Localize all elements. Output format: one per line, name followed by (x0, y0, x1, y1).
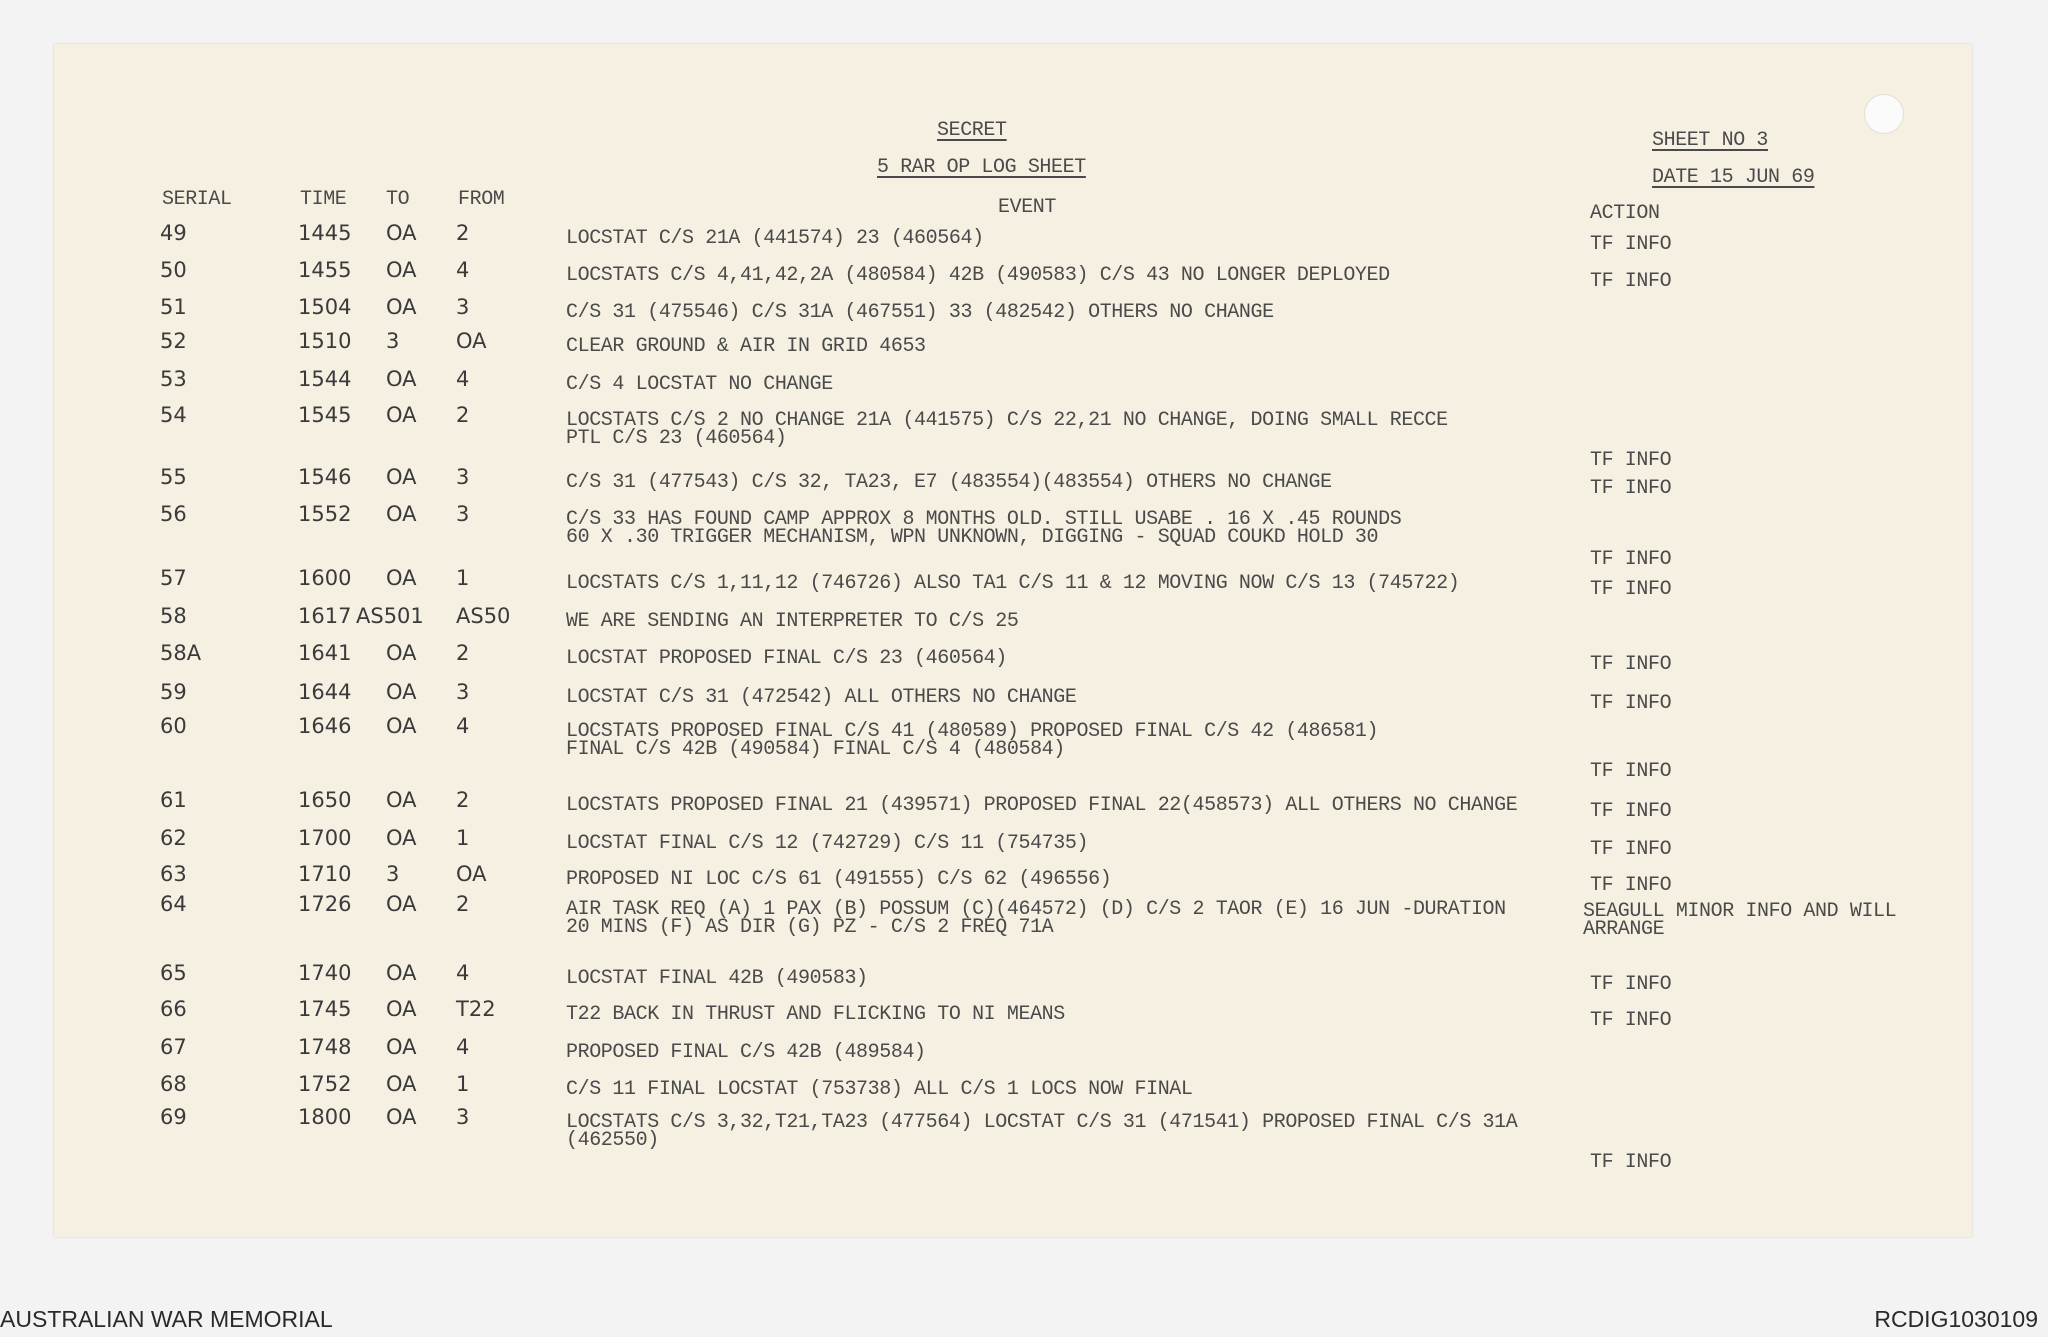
row-to: 3 (386, 862, 400, 886)
row-from: 3 (456, 295, 470, 319)
row-action: TF INFO (1590, 233, 1672, 256)
row-to: OA (386, 892, 417, 916)
row-to: OA (386, 714, 417, 738)
row-from: 2 (456, 892, 470, 916)
row-event: C/S 31 (475546) C/S 31A (467551) 33 (482542) OTHERS NO CHANGE (566, 301, 1274, 324)
row-from: 1 (456, 1072, 470, 1096)
row-event: LOCSTATS C/S 4,41,42,2A (480584) 42B (490583) C/S 43 NO LONGER DEPLOYED (566, 264, 1390, 287)
row-time: 1752 (298, 1072, 352, 1096)
row-serial: 64 (160, 892, 187, 916)
row-serial: 52 (160, 329, 187, 353)
row-to: OA (386, 1072, 417, 1096)
row-to: AS501 (356, 604, 424, 628)
column-header-action: ACTION (1590, 202, 1660, 225)
row-to: OA (386, 295, 417, 319)
row-from: 2 (456, 403, 470, 427)
column-header-event: EVENT (998, 196, 1057, 219)
row-action: TF INFO (1590, 1151, 1672, 1174)
row-time: 1748 (298, 1035, 352, 1059)
row-event: C/S 4 LOCSTAT NO CHANGE (566, 373, 833, 396)
column-header-time: TIME (300, 188, 347, 211)
row-to: OA (386, 258, 417, 282)
row-serial: 66 (160, 997, 187, 1021)
row-to: OA (386, 641, 417, 665)
row-time: 1617 (298, 604, 352, 628)
row-serial: 49 (160, 221, 187, 245)
row-from: 1 (456, 566, 470, 590)
row-time: 1510 (298, 329, 352, 353)
row-event: LOCSTAT C/S 31 (472542) ALL OTHERS NO CHANGE (566, 686, 1077, 709)
row-action: TF INFO (1590, 973, 1672, 996)
row-serial: 68 (160, 1072, 187, 1096)
row-event: C/S 11 FINAL LOCSTAT (753738) ALL C/S 1 LOCS NOW FINAL (566, 1078, 1193, 1101)
row-serial: 58 (160, 604, 187, 628)
row-action: TF INFO (1590, 477, 1672, 500)
row-action: TF INFO (1590, 449, 1672, 472)
row-serial: 50 (160, 258, 187, 282)
row-from: 3 (456, 465, 470, 489)
row-from: T22 (456, 997, 496, 1021)
row-to: OA (386, 826, 417, 850)
row-event: LOCSTAT FINAL 42B (490583) (566, 967, 868, 990)
row-from: 3 (456, 1105, 470, 1129)
row-serial: 69 (160, 1105, 187, 1129)
row-to: 3 (386, 329, 400, 353)
row-to: OA (386, 997, 417, 1021)
row-from: 4 (456, 714, 470, 738)
row-action: TF INFO (1590, 653, 1672, 676)
row-event: LOCSTATS C/S 2 NO CHANGE 21A (441575) C/S 22,21 NO CHANGE, DOING SMALL RECCE (566, 409, 1448, 432)
row-event: LOCSTATS C/S 1,11,12 (746726) ALSO TA1 C/S 11 & 12 MOVING NOW C/S 13 (745722) (566, 572, 1460, 595)
sheet-date: DATE 15 JUN 69 (1652, 166, 1815, 189)
row-time: 1600 (298, 566, 352, 590)
sheet-number: SHEET NO 3 (1652, 129, 1769, 152)
row-from: 2 (456, 641, 470, 665)
row-to: OA (386, 1035, 417, 1059)
row-to: OA (386, 788, 417, 812)
row-action: TF INFO (1590, 578, 1672, 601)
column-header-to: TO (386, 188, 410, 211)
row-event: AIR TASK REQ (A) 1 PAX (B) POSSUM (C)(464572) (D) C/S 2 TAOR (E) 16 JUN -DURATION (566, 898, 1506, 921)
row-event-continued: 20 MINS (F) AS DIR (G) PZ - C/S 2 FREQ 71A (566, 916, 1054, 939)
row-from: 2 (456, 221, 470, 245)
row-time: 1445 (298, 221, 352, 245)
row-serial: 59 (160, 680, 187, 704)
row-time: 1504 (298, 295, 352, 319)
row-time: 1546 (298, 465, 352, 489)
row-event: PROPOSED NI LOC C/S 61 (491555) C/S 62 (496556) (566, 868, 1112, 891)
row-time: 1455 (298, 258, 352, 282)
row-time: 1545 (298, 403, 352, 427)
row-event: LOCSTATS PROPOSED FINAL C/S 41 (480589) PROPOSED FINAL C/S 42 (486581) (566, 720, 1379, 743)
row-to: OA (386, 403, 417, 427)
row-event-continued: FINAL C/S 42B (490584) FINAL C/S 4 (480584) (566, 738, 1065, 761)
row-time: 1726 (298, 892, 352, 916)
row-event: C/S 31 (477543) C/S 32, TA23, E7 (483554)(483554) OTHERS NO CHANGE (566, 471, 1332, 494)
row-to: OA (386, 502, 417, 526)
row-from: OA (456, 862, 487, 886)
row-serial: 67 (160, 1035, 187, 1059)
row-serial: 57 (160, 566, 187, 590)
row-time: 1644 (298, 680, 352, 704)
row-serial: 60 (160, 714, 187, 738)
row-from: AS50 (456, 604, 511, 628)
row-event: PROPOSED FINAL C/S 42B (489584) (566, 1041, 926, 1064)
row-to: OA (386, 221, 417, 245)
row-event-continued: PTL C/S 23 (460564) (566, 427, 787, 450)
row-action: TF INFO (1590, 760, 1672, 783)
row-time: 1646 (298, 714, 352, 738)
row-serial: 62 (160, 826, 187, 850)
classification: SECRET (937, 119, 1007, 142)
row-time: 1745 (298, 997, 352, 1021)
row-event-continued: (462550) (566, 1129, 659, 1152)
row-from: 4 (456, 1035, 470, 1059)
row-serial: 53 (160, 367, 187, 391)
row-action: TF INFO (1590, 692, 1672, 715)
row-event: LOCSTAT PROPOSED FINAL C/S 23 (460564) (566, 647, 1007, 670)
row-event: LOCSTATS PROPOSED FINAL 21 (439571) PROPOSED FINAL 22(458573) ALL OTHERS NO CHANGE (566, 794, 1518, 817)
source-credit: AUSTRALIAN WAR MEMORIAL (0, 1306, 333, 1332)
row-event: LOCSTAT C/S 21A (441574) 23 (460564) (566, 227, 984, 250)
row-action: TF INFO (1590, 270, 1672, 293)
row-action: TF INFO (1590, 1009, 1672, 1032)
row-to: OA (386, 680, 417, 704)
row-event: C/S 33 HAS FOUND CAMP APPROX 8 MONTHS OLD. STILL USABE . 16 X .45 ROUNDS (566, 508, 1402, 531)
column-header-from: FROM (458, 188, 505, 211)
row-action: TF INFO (1590, 548, 1672, 571)
row-to: OA (386, 566, 417, 590)
row-serial: 55 (160, 465, 187, 489)
row-time: 1800 (298, 1105, 352, 1129)
row-event: T22 BACK IN THRUST AND FLICKING TO NI MEANS (566, 1003, 1065, 1026)
row-time: 1700 (298, 826, 352, 850)
row-serial: 56 (160, 502, 187, 526)
row-from: 3 (456, 680, 470, 704)
row-event: WE ARE SENDING AN INTERPRETER TO C/S 25 (566, 610, 1019, 633)
row-event: LOCSTATS C/S 3,32,T21,TA23 (477564) LOCSTAT C/S 31 (471541) PROPOSED FINAL C/S 31A (566, 1111, 1518, 1134)
row-serial: 63 (160, 862, 187, 886)
row-serial: 61 (160, 788, 187, 812)
row-serial: 58A (160, 641, 202, 665)
row-action-continued: ARRANGE (1583, 918, 1665, 941)
document-id: RCDIG1030109 (1874, 1306, 2038, 1332)
column-header-serial: SERIAL (162, 188, 232, 211)
row-to: OA (386, 1105, 417, 1129)
row-to: OA (386, 367, 417, 391)
row-action: SEAGULL MINOR INFO AND WILL (1583, 900, 1897, 923)
row-from: 4 (456, 961, 470, 985)
row-time: 1740 (298, 961, 352, 985)
row-time: 1641 (298, 641, 352, 665)
document-title: 5 RAR OP LOG SHEET (877, 156, 1086, 179)
row-from: 4 (456, 258, 470, 282)
row-serial: 65 (160, 961, 187, 985)
row-to: OA (386, 465, 417, 489)
row-from: OA (456, 329, 487, 353)
row-time: 1544 (298, 367, 352, 391)
row-action: TF INFO (1590, 838, 1672, 861)
row-time: 1650 (298, 788, 352, 812)
row-time: 1552 (298, 502, 352, 526)
row-to: OA (386, 961, 417, 985)
punch-hole (1864, 94, 1904, 134)
row-from: 1 (456, 826, 470, 850)
row-event: LOCSTAT FINAL C/S 12 (742729) C/S 11 (754735) (566, 832, 1089, 855)
row-event: CLEAR GROUND & AIR IN GRID 4653 (566, 335, 926, 358)
row-from: 4 (456, 367, 470, 391)
row-time: 1710 (298, 862, 352, 886)
row-action: TF INFO (1590, 800, 1672, 823)
row-from: 3 (456, 502, 470, 526)
row-from: 2 (456, 788, 470, 812)
row-event-continued: 60 X .30 TRIGGER MECHANISM, WPN UNKNOWN, DIGGING - SQUAD COUKD HOLD 30 (566, 526, 1379, 549)
row-serial: 54 (160, 403, 187, 427)
row-action: TF INFO (1590, 874, 1672, 897)
row-serial: 51 (160, 295, 187, 319)
